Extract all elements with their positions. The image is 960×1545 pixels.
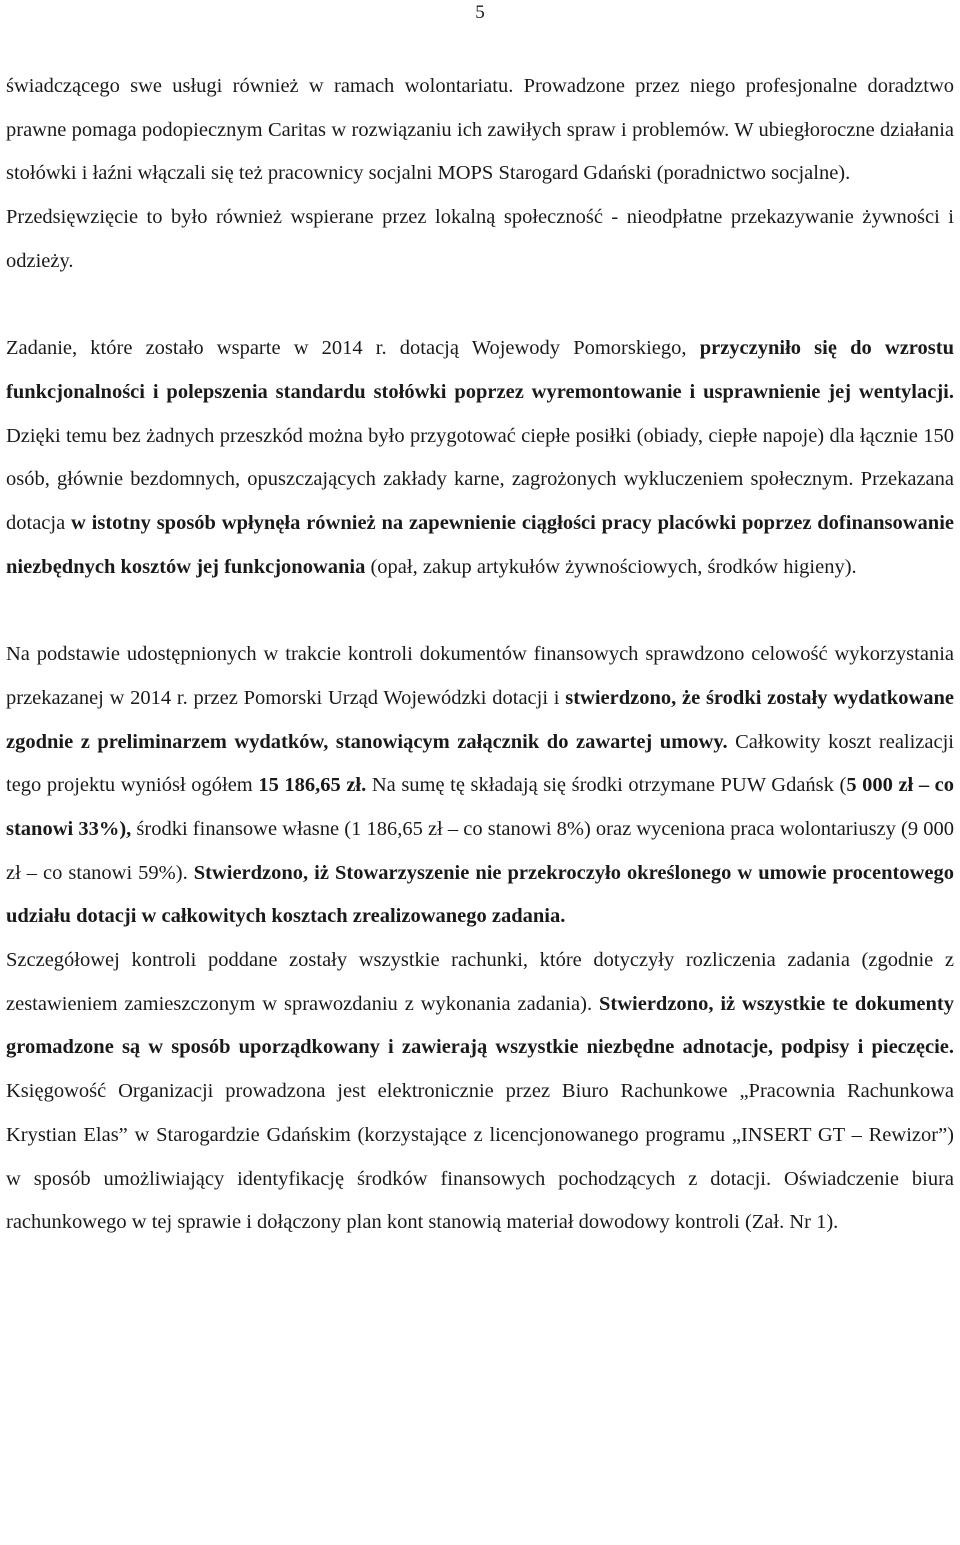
paragraph [6, 939, 954, 1245]
paragraph [6, 196, 954, 283]
bold-text-segment: w istotny sposób wpłynęła również na zapewnienie ciągłości pracy placówki poprzez dofinansowanie niezbędnych kosztów jej funkcjonowania [6, 512, 954, 578]
text-segment: Całkowity koszt realizacji tego projektu wyniósł ogółem [6, 730, 954, 797]
text-segment: Na sumę tę składają się środki otrzymane PUW Gdańsk ( [366, 774, 847, 797]
text-segment: (opał, zakup artykułów żywnościowych, środków higieny). [365, 555, 857, 578]
paragraph [6, 633, 954, 939]
bold-text-segment: 15 186,65 zł. [258, 774, 367, 797]
document-body [6, 65, 954, 1245]
text-segment: Dzięki temu bez żadnych przeszkód można było przygotować ciepłe posiłki (obiady, ciepłe napoje) dla łącznie 150 osób, głównie bezdomnych, opuszczających zakłady karne, zagrożonych wykluczeniem społecznym. Przekazana dotacja [6, 424, 954, 535]
paragraph [6, 327, 954, 589]
bold-text-segment: Stwierdzono, iż Stowarzyszenie nie przekroczyło określonego w umowie procentowego udziału dotacji w całkowitych kosztach zrealizowanego zadania. [6, 861, 954, 928]
text-segment: Przedsięwzięcie to było również wspierane przez lokalną społeczność - nieodpłatne przekazywanie żywności i odzieży. [6, 206, 954, 272]
paragraph [6, 65, 954, 196]
text-segment: Zadanie, które zostało wsparte w 2014 r. dotacją Wojewody Pomorskiego, [6, 337, 700, 360]
bold-text-segment: stwierdzono, że środki zostały wydatkowane zgodnie z preliminarzem wydatków, stanowiącym załącznik do zawartej umowy. [6, 686, 954, 753]
text-segment: Na podstawie udostępnionych w trakcie kontroli dokumentów finansowych sprawdzono celowość wykorzystania przekazanej w 2014 r. przez Pomorski Urząd Wojewódzki dotacji i [6, 643, 954, 709]
text-segment: świadczącego swe usługi również w ramach wolontariatu. Prowadzone przez niego profesjonalne doradztwo prawne pomaga podopiecznym Caritas w rozwiązaniu ich zawiłych spraw i problemów. W ubiegłoroczne działania stołówki i łaźni włączali się też pracownicy socjalni MOPS Starogard Gdański (poradnictwo socjalne). [6, 75, 954, 185]
page-number: 5 [475, 2, 485, 23]
text-segment: środki finansowe własne (1 186,65 zł – co stanowi 8%) oraz wyceniona praca wolontariuszy (9 000 zł – co stanowi 59%). [6, 817, 954, 884]
bold-text-segment: Stwierdzono, iż wszystkie te dokumenty gromadzone są w sposób uporządkowany i zawierają wszystkie niezbędne adnotacje, podpisy i pieczęcie. [6, 992, 954, 1059]
text-segment: Szczegółowej kontroli poddane zostały wszystkie rachunki, które dotyczyły rozliczenia zadania (zgodnie z zestawieniem zamieszczonym w sprawozdaniu z wykonania zadania). [6, 949, 954, 1015]
bold-text-segment: 5 000 zł – co stanowi 33%), [6, 774, 954, 840]
bold-text-segment: przyczyniło się do wzrostu funkcjonalności i polepszenia standardu stołówki poprzez wyremontowanie i usprawnienie jej wentylacji. [6, 337, 954, 403]
text-segment: Księgowość Organizacji prowadzona jest elektronicznie przez Biuro Rachunkowe „Pracownia Rachunkowa Krystian Elas” w Starogardzie Gdańskim (korzystające z licencjonowanego programu „INSERT GT – Rewizor”) w sposób umożliwiający identyfikację środków finansowych pochodzących z dotacji. Oświadczenie biura rachunkowego w tej sprawie i dołączony plan kont stanowią materiał dowodowy kontroli (Zał. Nr 1). [6, 1080, 954, 1234]
